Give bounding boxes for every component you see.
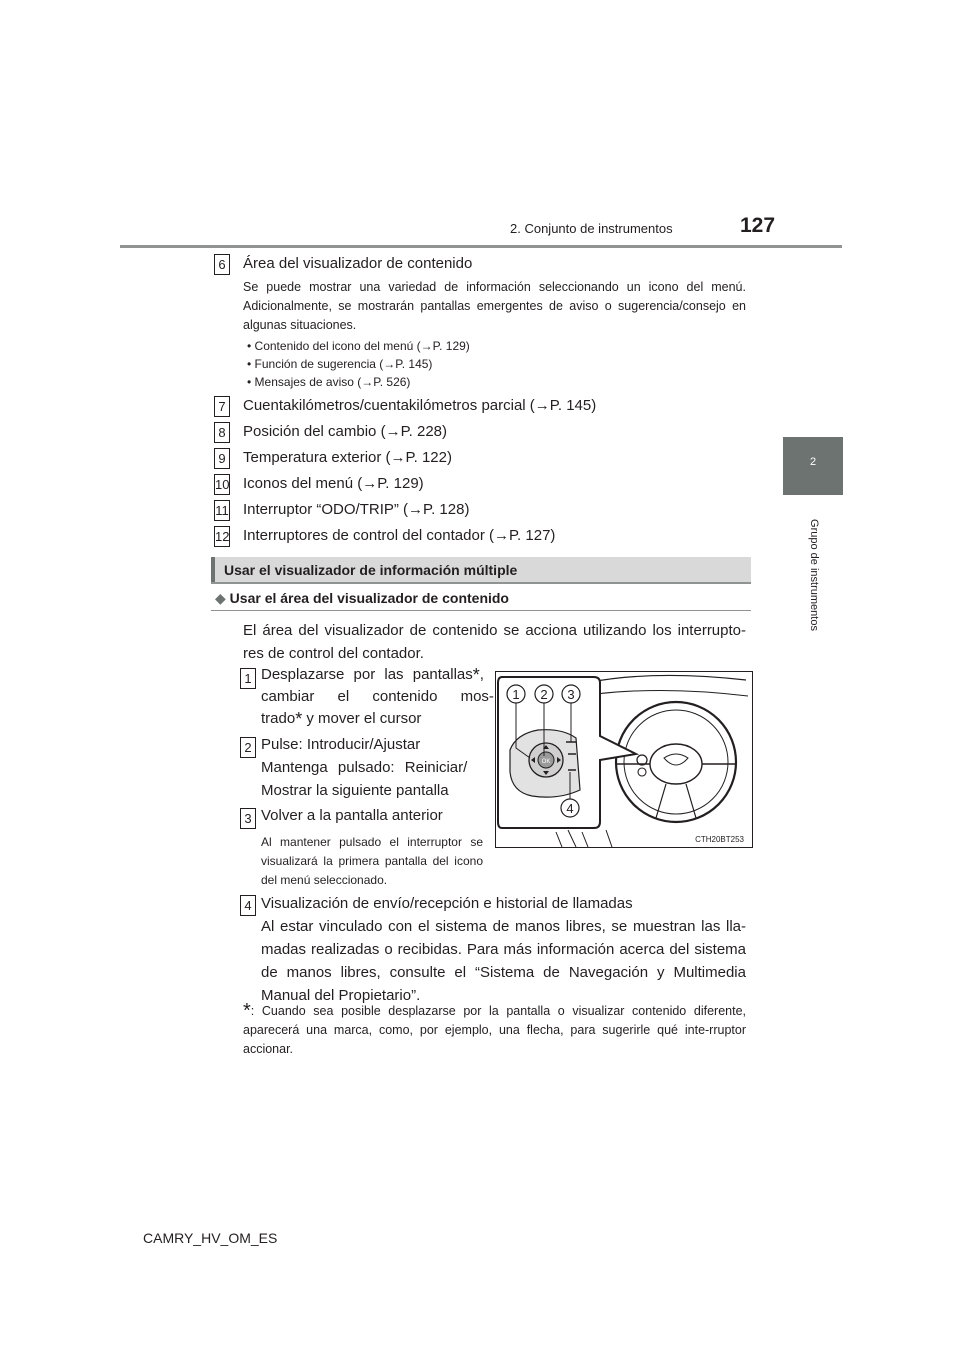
bullet-text: Función de sugerencia (→P. 145) <box>254 357 433 371</box>
control-number-box: 3 <box>240 808 256 829</box>
item-title: Temperatura exterior (→P. 122) <box>243 449 452 466</box>
control-1-text: Desplazarse por las pantallas <box>261 666 473 683</box>
bullet-item: • Función de sugerencia (→P. 145) <box>247 357 433 371</box>
control-4-text: Al estar vinculado con el sistema de manos libres, se muestran las lla-madas realizadas o recibidas. Para más información acerca del sistema de manos libres, consulte el “Sistema de Navegación y Multimedia Manual del Propietario”. <box>261 918 746 1004</box>
bullet-item: • Contenido del icono del menú (→P. 129) <box>247 339 470 353</box>
control-4-title: Visualización de envío/recepción e historial de llamadas <box>261 895 633 912</box>
header-section-title: 2. Conjunto de instrumentos <box>510 221 673 236</box>
item-title: Cuentakilómetros/cuentakilómetros parcial (→P. 145) <box>243 397 597 414</box>
subsection-heading-text: Usar el área del visualizador de contenido <box>229 590 509 606</box>
diamond-icon: ◆ <box>215 590 226 606</box>
control-1-text-d: trado <box>261 710 296 727</box>
intro-text: El área del visualizador de contenido se acciona utilizando los interrupto-res de control del contador. <box>243 622 746 662</box>
control-1-comma: , <box>479 666 484 683</box>
page-number: 127 <box>740 214 776 237</box>
chapter-tab-number: 2 <box>809 456 817 468</box>
section-heading: Usar el visualizador de información múltiple <box>224 562 518 578</box>
control-1-line-b: cambiar el contenido mos- <box>261 688 494 705</box>
item-number-box: 6 <box>214 254 230 275</box>
bullet-text: Contenido del icono del menú (→P. 129) <box>254 339 470 353</box>
control-2-line-a: Pulse: Introducir/Ajustar <box>261 736 421 753</box>
callout-4: 4 <box>566 801 574 816</box>
section-heading-accent <box>211 557 215 582</box>
control-3-note: Al mantener pulsado el interruptor se visualizará la primera pantalla del icono del menú seleccionado. <box>261 835 483 887</box>
item-number-box: 10 <box>214 474 230 495</box>
control-3-text: Volver a la pantalla anterior <box>261 807 443 824</box>
item-number-box: 12 <box>214 526 230 547</box>
illustration-code: CTH20BT253 <box>695 835 744 844</box>
control-2-line-b: Mantenga pulsado: Reiniciar/ <box>261 759 468 776</box>
control-number-box: 1 <box>240 668 256 689</box>
subsection-rule <box>211 610 751 611</box>
control-1-line-a <box>261 665 486 686</box>
item-title: Iconos del menú (→P. 129) <box>243 475 424 492</box>
control-1-text-e: y mover el cursor <box>302 710 422 727</box>
asterisk-mark: * <box>472 665 480 685</box>
footnote <box>243 1002 746 1059</box>
item-title: Interruptores de control del contador (→P. 127) <box>243 527 556 544</box>
bullet-text: Mensajes de aviso (→P. 526) <box>254 375 411 389</box>
header-rule <box>120 245 842 248</box>
item-number-box: 8 <box>214 422 230 443</box>
item-number-box: 11 <box>214 500 230 521</box>
bullet-item: • Mensajes de aviso (→P. 526) <box>247 375 411 389</box>
item-number-box: 9 <box>214 448 230 469</box>
control-1-line-c <box>261 709 421 730</box>
control-2-line-c: Mostrar la siguiente pantalla <box>261 782 449 799</box>
control-number-box: 4 <box>240 895 256 916</box>
item-title: Interruptor “ODO/TRIP” (→P. 128) <box>243 501 470 518</box>
steering-wheel-drawing <box>496 672 752 847</box>
item-title: Área del visualizador de contenido <box>243 255 473 272</box>
subsection-heading <box>215 590 509 607</box>
footnote-text: : Cuando sea posible desplazarse por la pantalla o visualizar contenido diferente, aparecerá una marca, como, por ejemplo, una flecha, para sugerirle qué inte-rruptor accionar. <box>243 1004 746 1056</box>
item-number-box: 7 <box>214 396 230 417</box>
chapter-tab-label: Grupo de instrumentos <box>808 519 820 631</box>
asterisk-mark: * <box>295 709 303 729</box>
item-title: Posición del cambio (→P. 228) <box>243 423 447 440</box>
footnote-marker: * <box>243 1000 251 1022</box>
footer-code: CAMRY_HV_OM_ES <box>143 1230 278 1246</box>
control-number-box: 2 <box>240 737 256 758</box>
chapter-tab-label-wrap <box>804 505 824 645</box>
callout-1: 1 <box>512 687 520 702</box>
callout-3: 3 <box>567 687 575 702</box>
steering-wheel-illustration <box>495 671 753 848</box>
item-description: Se puede mostrar una variedad de información seleccionando un icono del menú. Adicionalmente, se mostrarán pantallas emergentes de aviso o sugerencia/consejo en algunas situaciones. <box>243 280 746 332</box>
callout-2: 2 <box>540 687 548 702</box>
ok-label: OK <box>541 759 551 765</box>
